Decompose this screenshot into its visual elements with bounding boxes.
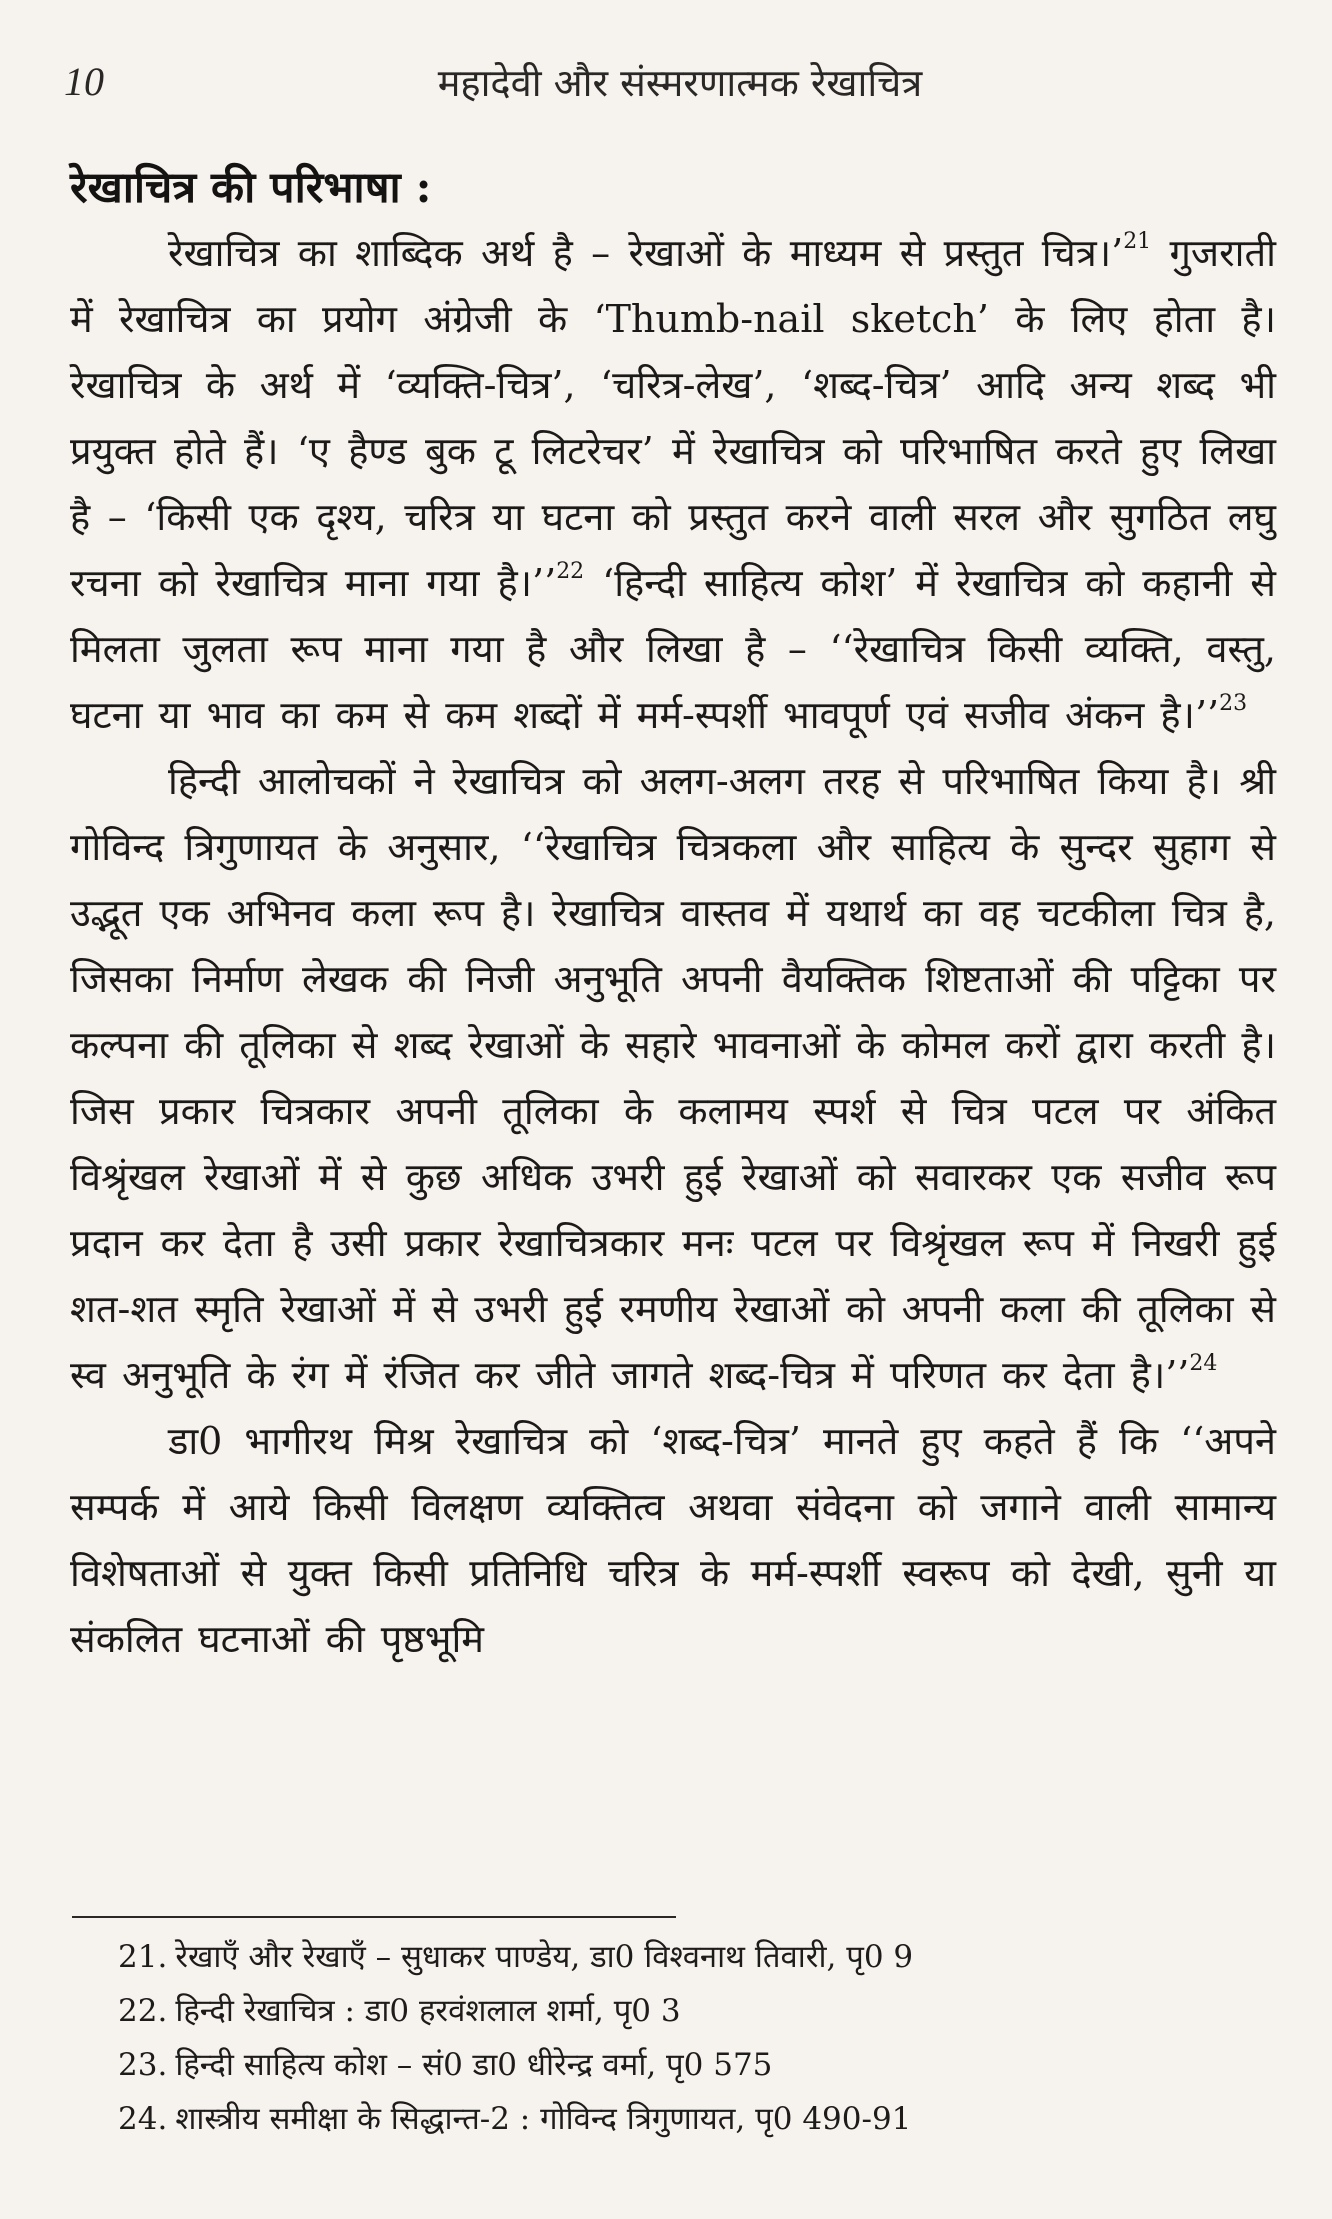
- section-heading: रेखाचित्र की परिभाषा :: [70, 163, 432, 213]
- footnote-22: [118, 1984, 1278, 2038]
- text-segment: ‘हिन्दी साहित्य कोश’ में रेखाचित्र को कहानी से मिलता जुलता रूप माना गया है और लिखा है – ‘‘रेखाचित्र किसी व्यक्ति, वस्तु, घटना या भाव का कम से कम शब्दों में मर्म-स्पर्शी भावपूर्ण एवं सजीव अंकन है।’’: [70, 561, 1276, 737]
- footnote-ref-24: 24: [1189, 1351, 1218, 1377]
- footnote-23: [118, 2038, 1278, 2092]
- text-segment: डा0 भागीरथ मिश्र रेखाचित्र को ‘शब्द-चित्र’ मानते हुए कहते हैं कि ‘‘अपने सम्पर्क में आये किसी विलक्षण व्यक्तित्व अथवा संवेदना को जगाने वाली सामान्य विशेषताओं से युक्त किसी प्रतिनिधि चरित्र के मर्म-स्पर्शी स्वरूप को देखी, सुनी या संकलित घटनाओं की पृष्ठभूमि: [70, 1419, 1276, 1661]
- text-segment: हिन्दी आलोचकों ने रेखाचित्र को अलग-अलग तरह से परिभाषित किया है। श्री गोविन्द त्रिगुणायत के अनुसार, ‘‘रेखाचित्र चित्रकला और साहित्य के सुन्दर सुहाग से उद्भूत एक अभिनव कला रूप है। रेखाचित्र वास्तव में यथार्थ का वह चटकीला चित्र है, जिसका निर्माण लेखक की निजी अनुभूति अपनी वैयक्तिक शिष्टताओं की पट्टिका पर कल्पना की तूलिका से शब्द रेखाओं के सहारे भावनाओं के कोमल करों द्वारा करती है। जिस प्रकार चित्रकार अपनी तूलिका के कलामय स्पर्श से चित्र पटल पर अंकित विश्रृंखल रेखाओं में से कुछ अधिक उभरी हुई रेखाओं को सवारकर एक सजीव रूप प्रदान कर देता है उसी प्रकार रेखाचित्रकार मनः पटल पर विश्रृंखल रूप में निखरी हुई शत-शत स्मृति रेखाओं में से उभरी हुई रमणीय रेखाओं को अपनी कला की तूलिका से स्व अनुभूति के रंग में रंजित कर जीते जागते शब्द-चित्र में परिणत कर देता है।’’: [70, 759, 1276, 1397]
- page-number: 10: [64, 59, 104, 104]
- paragraph-3: [70, 1408, 1276, 1672]
- paragraph-1: [70, 220, 1276, 748]
- footnote-24: [118, 2092, 1278, 2146]
- footnote-number: 24.: [118, 2101, 168, 2137]
- footnote-number: 23.: [118, 2047, 168, 2083]
- footnote-number: 21.: [118, 1939, 168, 1975]
- footnote-ref-22: 22: [556, 559, 585, 585]
- footnote-text: हिन्दी रेखाचित्र : डा0 हरवंशलाल शर्मा, पृ0 3: [175, 1993, 681, 2029]
- footnote-text: हिन्दी साहित्य कोश – सं0 डा0 धीरेन्द्र वर्मा, पृ0 575: [175, 2047, 773, 2083]
- text-segment: गुजराती में रेखाचित्र का प्रयोग अंग्रेजी के ‘Thumb-nail sketch’ के लिए होता है। रेखाचित्र के अर्थ में ‘व्यक्ति-चित्र’, ‘चरित्र-लेख’, ‘शब्द-चित्र’ आदि अन्य शब्द भी प्रयुक्त होते हैं। ‘ए हैण्ड बुक टू लिटरेचर’ में रेखाचित्र को परिभाषित करते हुए लिखा है – ‘किसी एक दृश्य, चरित्र या घटना को प्रस्तुत करने वाली सरल और सुगठित लघु रचना को रेखाचित्र माना गया है।’’: [70, 231, 1277, 605]
- text-segment: रेखाचित्र का शाब्दिक अर्थ है – रेखाओं के माध्यम से प्रस्तुत चित्र।’: [168, 231, 1124, 275]
- footnote-text: रेखाएँ और रेखाएँ – सुधाकर पाण्डेय, डा0 विश्वनाथ तिवारी, पृ0 9: [175, 1939, 914, 1975]
- body-text: [70, 220, 1276, 1672]
- footnote-21: [118, 1930, 1278, 1984]
- paragraph-2: [70, 748, 1276, 1408]
- footnote-text: शास्त्रीय समीक्षा के सिद्धान्त-2 : गोविन्द त्रिगुणायत, पृ0 490-91: [175, 2101, 912, 2137]
- footnotes: [118, 1930, 1278, 2146]
- running-title: महादेवी और संस्मरणात्मक रेखाचित्र: [437, 61, 923, 105]
- footnote-number: 22.: [118, 1993, 168, 2029]
- footnote-ref-21: 21: [1123, 229, 1152, 255]
- footnote-ref-23: 23: [1219, 691, 1248, 717]
- footnote-divider: [72, 1916, 676, 1918]
